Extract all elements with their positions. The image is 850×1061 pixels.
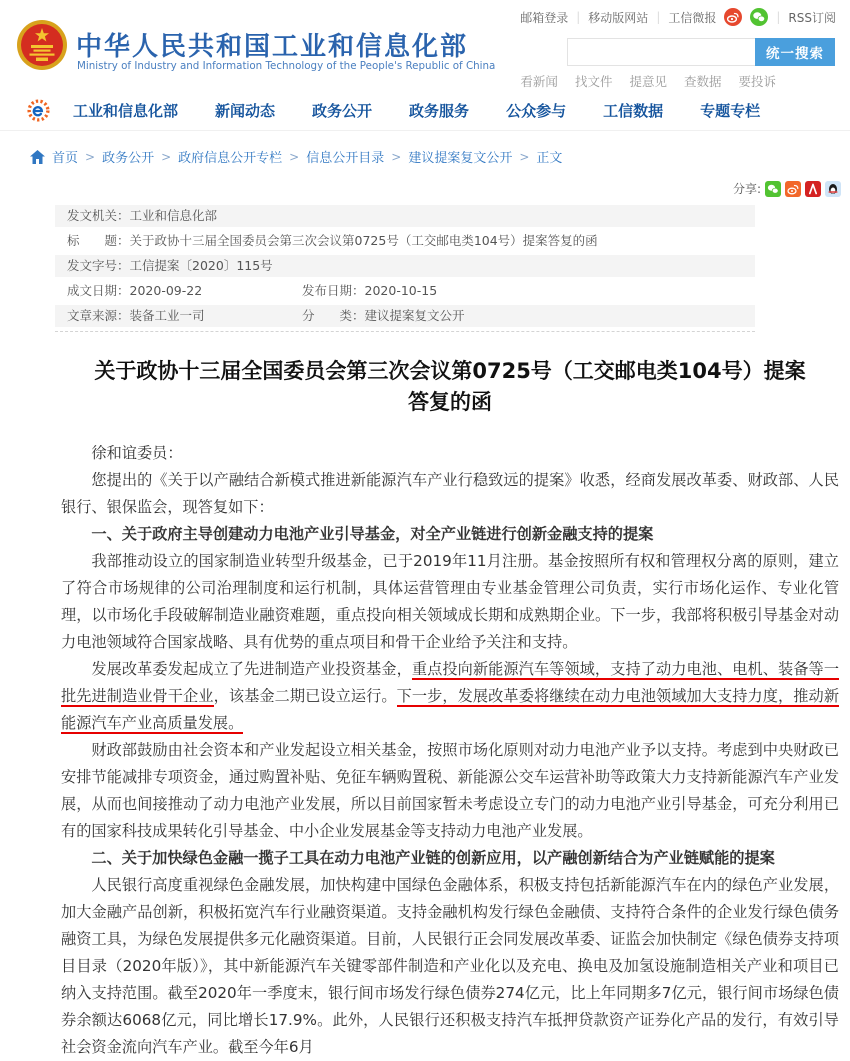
section-heading	[61, 521, 839, 548]
meta-value: 建议提案复文公开	[364, 308, 465, 323]
quick-links	[520, 72, 776, 90]
meta-value: 工信提案〔2020〕115号	[129, 258, 273, 273]
crumb-home[interactable]: 首页	[52, 151, 79, 166]
body-paragraph	[61, 440, 839, 467]
miit-weibo-link[interactable]: 工信微报	[668, 10, 717, 25]
search-input[interactable]	[567, 38, 755, 66]
crumb-catalog[interactable]: 信息公开目录	[306, 151, 385, 166]
crumb-proposal-replies[interactable]: 建议提案复文公开	[408, 151, 513, 166]
wechat-share-icon[interactable]	[765, 181, 781, 197]
unified-search-button[interactable]: 统一搜索	[755, 38, 835, 66]
meta-label: 分 类：	[302, 308, 365, 323]
text-segment: 发展改革委发起成立了先进制造产业投资基金，	[91, 660, 412, 678]
meta-row	[55, 305, 755, 327]
site-subtitle: Ministry of Industry and Information Technology of the People's Republic of China	[77, 60, 496, 72]
document-title: 关于政协十三届全国委员会第三次会议第0725号（工交邮电类104号）提案答复的函	[94, 359, 806, 414]
site-header	[0, 0, 850, 90]
meta-label: 发文字号：	[67, 258, 130, 273]
article-content	[55, 180, 845, 1061]
site-title: 中华人民共和国工业和信息化部	[76, 32, 469, 62]
crumb-separator: >	[85, 149, 96, 164]
quick-link-complaint[interactable]: 要投诉	[738, 74, 776, 89]
meta-row	[55, 280, 755, 302]
national-emblem-icon	[16, 19, 68, 71]
article-body	[61, 440, 839, 1061]
nav-item-news[interactable]: 新闻动态	[215, 101, 276, 120]
crumb-separator: >	[161, 149, 172, 164]
nav-item-miit[interactable]: 工业和信息化部	[73, 101, 179, 120]
renren-share-icon[interactable]	[805, 181, 821, 197]
top-utility-bar	[520, 8, 836, 26]
body-paragraph	[61, 872, 839, 1061]
text-segment: 人民银行高度重视绿色金融发展，加快构建中国绿色金融体系，积极支持包括新能源汽车在内的绿色产业发展，加大金融产品创新，积极拓宽汽车行业融资渠道。支持金融机构发行绿色金融债、支持符合条件的企业发行绿色债务融资工具，为绿色发展提供多元化融资渠道。目前，人民银行正会同发展改革委、证监会加快制定《绿色债券支持项目目录（2020年版）》，其中新能源汽车关键零部件制造和产业化以及充电、换电及加氢设施制造相关产业和项目已纳入支持范围。截至2020年一季度末，银行间市场发行绿色债券274亿元，比上年同期多7亿元，银行间市场绿色债券余额达6068亿元，同比增长17.9%。此外，人民银行还积极支持汽车抵押贷款资产证券化产品的发行，有效引导社会资金流向汽车产业。截至今年6月	[61, 876, 839, 1056]
text-segment: 我部推动设立的国家制造业转型升级基金，已于2019年11月注册。基金按照所有权和管理权分离的原则，建立了符合市场规律的公司治理制度和运行机制，具体运营管理由专业基金管理公司负责，实行市场化运作、专业化管理，以市场化手段破解制造业融资难题，重点投向相关领域成长期和成熟期企业。下一步，我部将积极引导基金对动力电池领域符合国家战略、具有优势的重点项目和骨干企业给予关注和支持。	[61, 552, 839, 651]
text-segment: 财政部鼓励由社会资本和产业发起设立相关基金，按照市场化原则对动力电池产业予以支持。考虑到中央财政已安排节能减排专项资金，通过购置补贴、免征车辆购置税、新能源公交车运营补助等政策大力支持新能源汽车产业发展，从而也间接推动了动力电池产业发展，所以目前国家暂未考虑设立专门的动力电池产业引导基金，可充分利用已有的国家科技成果转化引导基金、中小企业发展基金等支持动力电池产业发展。	[61, 741, 839, 840]
share-label: 分享:	[732, 182, 761, 196]
crumb-separator: >	[519, 149, 530, 164]
crumb-gov-info[interactable]: 政务公开	[102, 151, 155, 166]
meta-value: 工业和信息化部	[129, 208, 218, 223]
nav-item-services[interactable]: 政务服务	[409, 101, 470, 120]
separator: |	[576, 10, 581, 24]
share-row	[55, 180, 845, 197]
meta-row	[55, 230, 755, 252]
quick-link-feedback[interactable]: 提意见	[629, 74, 667, 89]
nav-item-data[interactable]: 工信数据	[603, 101, 664, 120]
meta-divider	[55, 331, 755, 332]
text-segment: 一、关于政府主导创建动力电池产业引导基金，对全产业链进行创新金融支持的提案	[91, 525, 654, 543]
crumb-disclosure-column[interactable]: 政府信息公开专栏	[178, 151, 283, 166]
crumb-separator: >	[391, 149, 402, 164]
separator: |	[656, 10, 661, 24]
search-bar	[567, 38, 835, 66]
meta-value: 2020-10-15	[364, 283, 438, 298]
mail-login-link[interactable]: 邮箱登录	[520, 10, 569, 25]
body-paragraph	[61, 737, 839, 845]
body-paragraph	[61, 467, 839, 521]
red-underlined-text: 重点投向新能源汽车等领域，支持了动力电池、电机、装备等一批先进制造业骨干企业	[61, 660, 840, 705]
home-icon[interactable]	[30, 150, 45, 164]
nav-item-participation[interactable]: 公众参与	[506, 101, 567, 120]
meta-row	[55, 205, 755, 227]
nav-item-topics[interactable]: 专题专栏	[700, 101, 761, 120]
crumb-current[interactable]: 正文	[536, 151, 563, 166]
meta-row	[55, 255, 755, 277]
meta-value: 装备工业一司	[129, 308, 205, 323]
text-segment: 您提出的《关于以产融结合新模式推进新能源汽车产业行稳致远的提案》收悉，经商发展改革委、财政部、人民银行、银保监会，现答复如下：	[61, 471, 839, 516]
nav-item-gov-info[interactable]: 政务公开	[312, 101, 373, 120]
miit-gear-logo-icon	[26, 98, 51, 123]
quick-link-files[interactable]: 找文件	[574, 74, 613, 89]
breadcrumb	[0, 131, 850, 176]
weibo-icon[interactable]	[724, 8, 742, 26]
section-heading	[61, 845, 839, 872]
quick-link-data[interactable]: 查数据	[683, 74, 722, 89]
meta-value: 关于政协十三届全国委员会第三次会议第0725号（工交邮电类104号）提案答复的函	[129, 233, 598, 248]
main-nav	[0, 90, 850, 131]
red-underlined-text: 下一步，发展改革委将继续在动力电池领域加大支持力度，推动新能源汽车产业高质量发展。	[61, 687, 840, 732]
meta-label: 发布日期：	[302, 283, 365, 298]
wechat-icon[interactable]	[750, 8, 768, 26]
meta-label: 成文日期：	[67, 283, 130, 298]
qq-share-icon[interactable]	[825, 181, 841, 197]
document-meta-table	[55, 205, 755, 332]
rss-link[interactable]: RSS订阅	[788, 10, 836, 25]
crumb-separator: >	[289, 149, 300, 164]
mobile-site-link[interactable]: 移动版网站	[588, 10, 649, 25]
meta-label: 文章来源：	[67, 308, 130, 323]
body-paragraph	[61, 548, 839, 656]
meta-value: 2020-09-22	[129, 283, 203, 298]
quick-link-news[interactable]: 看新闻	[520, 74, 558, 89]
weibo-share-icon[interactable]	[785, 181, 801, 197]
text-segment: 徐和谊委员：	[91, 444, 183, 462]
body-paragraph	[61, 656, 839, 737]
text-segment: 二、关于加快绿色金融一揽子工具在动力电池产业链的创新应用，以产融创新结合为产业链赋能的提案	[91, 849, 775, 867]
text-segment: ，该基金二期已设立运行。	[213, 687, 397, 705]
separator: |	[776, 10, 781, 24]
meta-label: 发文机关：	[67, 208, 130, 223]
meta-label: 标 题：	[67, 233, 130, 248]
